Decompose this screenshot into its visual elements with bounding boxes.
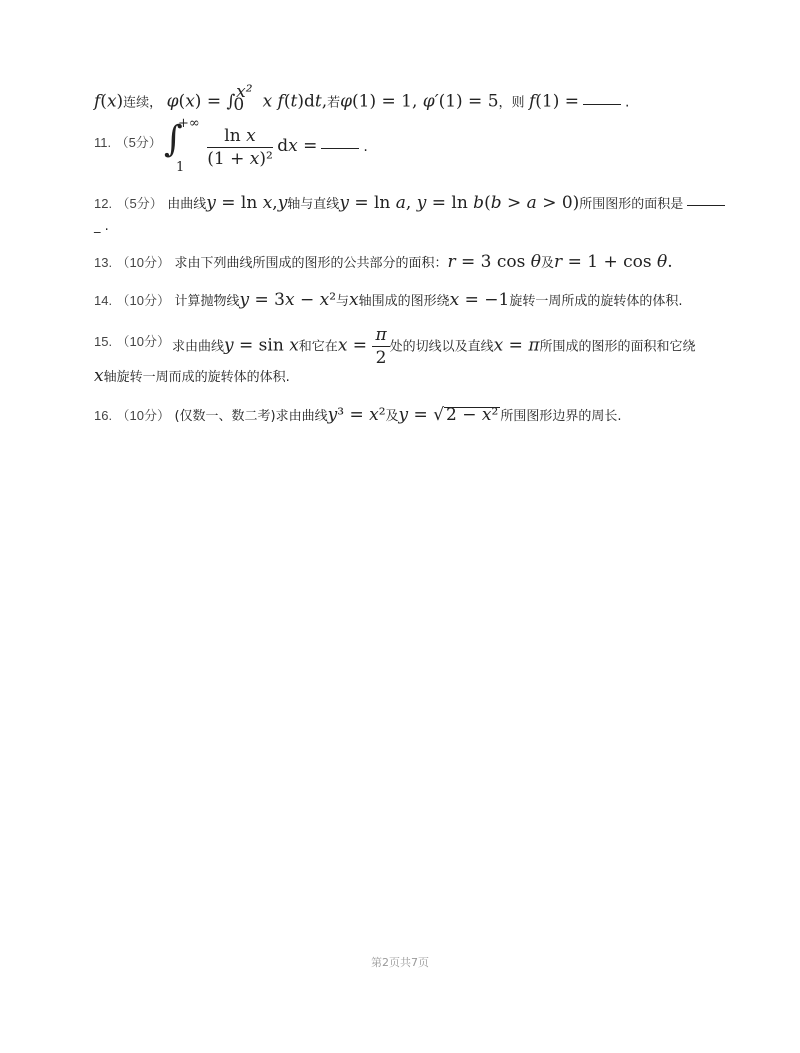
q15-wrap: x轴旋转一周而成的旋转体的体积. <box>94 366 290 386</box>
q14-text-1: 计算抛物线 <box>174 294 240 309</box>
answer-blank[interactable] <box>583 104 621 105</box>
q12-text-1: 由曲线 <box>167 197 207 212</box>
question-11-line <box>94 132 162 151</box>
question-13-line: 13. （10分） 求由下列曲线所围成的图形的公共部分的面积：r = 3 cos θ及r = 1 + cos θ. <box>94 252 673 272</box>
q14-score: （10分） <box>116 293 170 308</box>
q14-number: 14. <box>94 293 113 308</box>
q15-text-5: 轴旋转一周而成的旋转体的体积. <box>103 370 290 385</box>
q15-text-4: 所围成的图形的面积和它绕 <box>539 339 696 355</box>
question-10-line: f(x)连续， $\varphi(x) = \int_0^{x^2}$ x f(t)dt,若φ(1) = 1, φ′(1) = 5，则 f(1) = . <box>94 82 630 116</box>
q15-score: （10分） <box>116 334 170 349</box>
question-12-line: 12. （5分） 由曲线y = ln x,y轴与直线y = ln a, y = ln b(b > a > 0)所围图形的面积是 <box>94 193 729 213</box>
q10-end: . <box>625 94 630 111</box>
q16-text-2: 及 <box>385 409 399 424</box>
q11-integral: ∫ +∞ 1 $\frac{\text{ln x}}{\text{(1 + x)²}}$ dx = . <box>164 116 368 175</box>
q16-text-1: (仅数一、数二考)求由曲线 <box>174 409 328 424</box>
q10-text-2: 若 <box>327 95 341 111</box>
q13-text-1: 求由下列曲线所围成的图形的公共部分的面积： <box>174 256 448 271</box>
q11-number: 11. <box>94 135 112 150</box>
q15-text-1: 求由曲线 <box>172 339 225 355</box>
q12-score: （5分） <box>116 196 163 211</box>
q15-text-2: 和它在 <box>298 339 338 355</box>
question-14-line: 14. （10分） 计算抛物线y = 3x − x²与x轴围成的图形绕x = −1旋转一周所成的旋转体的体积. <box>94 290 683 310</box>
q10-text-3: ，则 <box>498 95 525 111</box>
q12-text-2: 轴与直线 <box>287 197 340 212</box>
q16-text-3: 所围图形边界的周长. <box>500 409 622 424</box>
q10-text-1: 连续， <box>123 95 163 111</box>
q14-text-3: 轴围成的图形绕 <box>358 294 450 309</box>
q11-score: （5分） <box>115 135 162 150</box>
q12-text-3: 所围图形的面积是 <box>579 197 684 212</box>
q13-number: 13. <box>94 255 113 270</box>
q15-body: 求由曲线y = sin x和它在x = $\frac{\pi}{2}$ 处的切线以及直线x = π所围成的图形的面积和它绕 <box>172 325 696 368</box>
answer-blank[interactable] <box>321 148 359 149</box>
q14-text-2: 与 <box>336 294 350 309</box>
question-15-line <box>94 331 170 350</box>
answer-blank[interactable] <box>687 205 725 206</box>
q11-end: . <box>363 139 368 155</box>
q15-text-3: 处的切线以及直线 <box>389 339 494 355</box>
q16-number: 16. <box>94 408 113 423</box>
q12-number: 12. <box>94 196 113 211</box>
q12-wrap: _ . <box>94 219 109 234</box>
page-footer: 第2页共7页 <box>371 956 429 969</box>
q13-text-2: 及 <box>541 256 555 271</box>
q16-score: （10分） <box>116 408 170 423</box>
q14-text-4: 旋转一周所成的旋转体的体积. <box>509 294 683 309</box>
q15-number: 15. <box>94 334 113 349</box>
q13-score: （10分） <box>116 255 170 270</box>
question-16-line: 16. （10分） (仅数一、数二考)求由曲线y³ = x²及y = √ 2 − x² 所围图形边界的周长. <box>94 405 622 425</box>
